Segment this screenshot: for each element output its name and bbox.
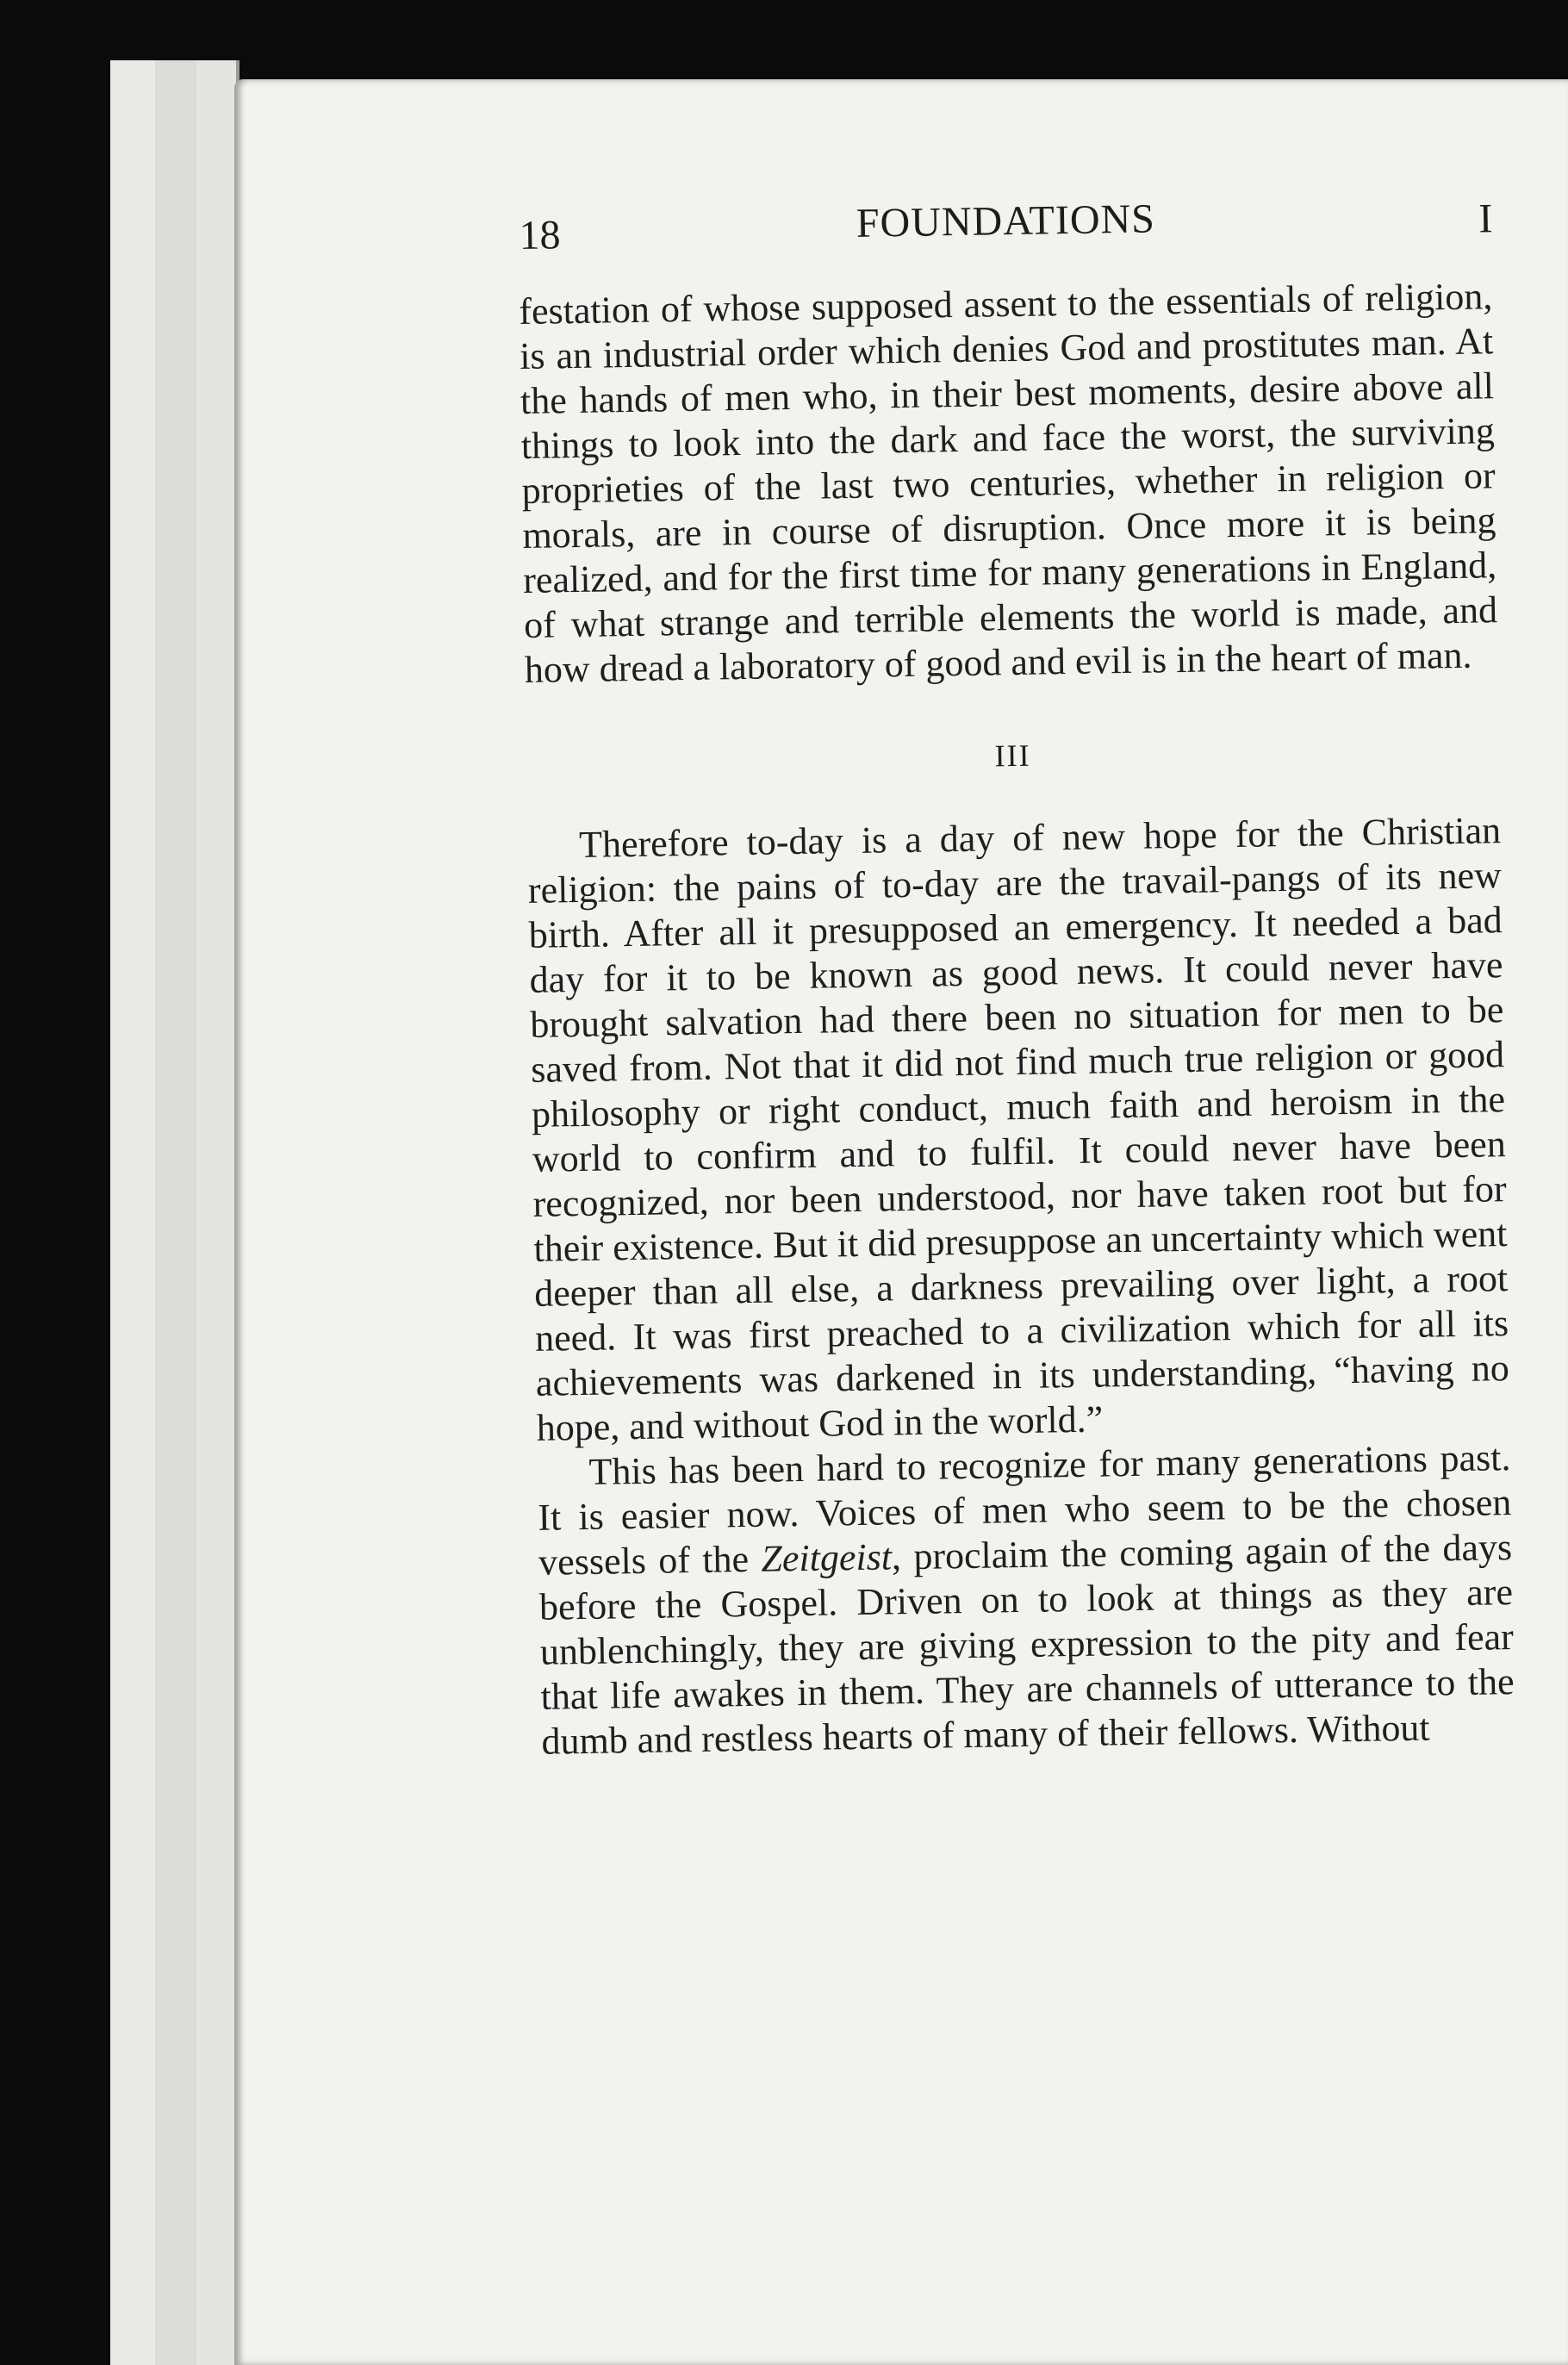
section-heading: III [994,738,1031,774]
page-edge [196,60,238,2365]
paragraph: Therefore to-day is a day of new hope for the Christian religion: the pains of to-day are the travail-pangs of its new birth. After all it presupposed an emergency. It needed a bad day for it to be known as good news. It could never have brought salvation had there been no situation for men to be saved from. Not that it did not find much true religion or good philosophy or right conduct, much faith and heroism in the world to confirm and to fulfil. It could never have been recognized, nor been understood, nor have taken root but for their existence. But it did presuppose an uncertainty which went deeper than all else, a darkness prevailing over light, a root need. It was first preached to a civilization which for all its achievements was darkened in its understanding, “having no hope, and without God in the world.” [527,809,1510,1449]
paragraph-text: , proclaim the coming again of the days before the Gospel. Driven on to look at things as they are unblenchingly, they are giving expression to the pity and fear that life awakes in them. They are channels of utterance to the dumb and restless hearts of many of their fellows. Without [538,1526,1515,1763]
italic-term: Zeitgeist [761,1535,893,1580]
body-text [519,274,1515,1764]
paragraph [537,1435,1515,1764]
page-number: 18 [519,212,561,258]
paragraph-text: This has been hard to recognize for many generations past. It is easier now. Voices of men who seem to be the chosen vessels of the [538,1436,1512,1584]
paragraph: festation of whose supposed assent to the essentials of religion, is an industrial order which denies God and prostitutes man. At the hands of men who, in their best moments, desire above all things to look into the dark and face the worst, the surviving proprieties of the last two centuries, whether in religion or morals, are in course of disruption. Once more it is being realized, and for the first time for many generations in England, of what strange and terrible elements the world is made, and how dread a laboratory of good and evil is in the heart of man. [519,275,1498,691]
book-title: FOUNDATIONS [856,196,1156,246]
chapter-numeral: I [1478,196,1493,242]
